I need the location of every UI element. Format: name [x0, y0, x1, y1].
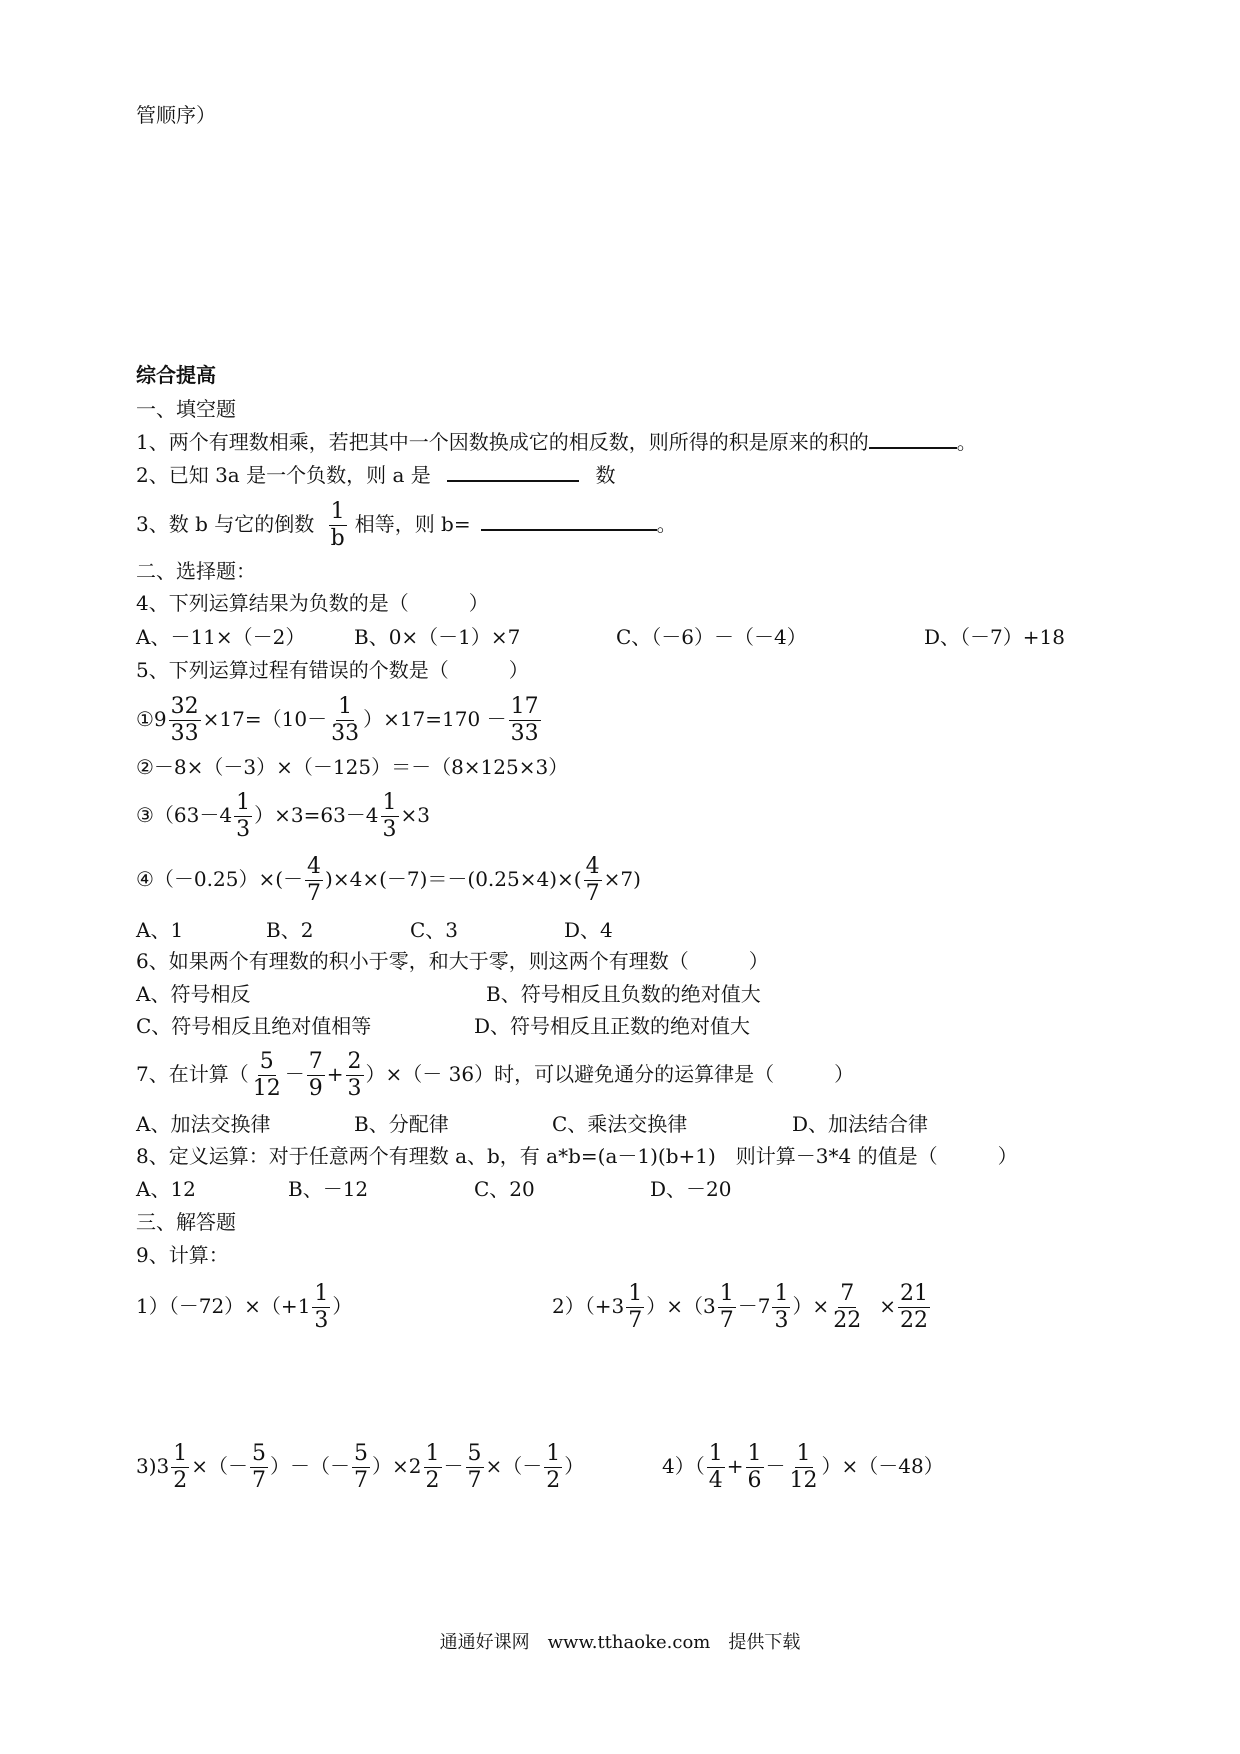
q5-item-4-frac-2 [584, 856, 602, 905]
fraction-denominator: 3 [236, 817, 251, 842]
section-title: 综合提高 [136, 363, 216, 387]
fraction-numerator: 1 [236, 790, 251, 815]
question-7-text-b: ）×（－ 36）时，可以避免通分的运算律是（ ） [365, 1062, 855, 1086]
question-1-end: 。 [956, 430, 977, 454]
question-7-frac-2 [307, 1051, 325, 1100]
fraction-denominator: 7 [628, 1308, 643, 1333]
fraction-numerator: 21 [899, 1281, 928, 1306]
fraction-denominator: 7 [307, 881, 322, 906]
calc-3-text-d: ）×2 [372, 1454, 422, 1478]
q5-item-2: ②－8×（－3）×（－125）＝－（8×125×3） [136, 755, 569, 779]
calc-3 [136, 1432, 584, 1500]
q6-option-b: B、符号相反且负数的绝对值大 [486, 982, 761, 1006]
fraction-denominator: 33 [331, 721, 360, 746]
fraction-denominator: 3 [382, 817, 397, 842]
fraction-numerator: 1 [796, 1441, 811, 1466]
fraction-numerator: 7 [840, 1281, 855, 1306]
fraction-denominator: 2 [173, 1468, 188, 1493]
fraction-numerator: 5 [467, 1441, 482, 1466]
fraction-numerator: 1 [747, 1441, 762, 1466]
fraction-denominator: 6 [747, 1468, 762, 1493]
question-7-plus: + [326, 1062, 344, 1086]
calc-2-text-c: －7 [737, 1294, 771, 1318]
question-7 [136, 1041, 854, 1107]
q5-option-d: D、4 [564, 918, 613, 942]
fraction-numerator: 5 [252, 1441, 267, 1466]
question-3-mid: 相等，则 b= [354, 512, 471, 536]
calc-3-text-e: － [443, 1454, 464, 1478]
question-3-pre: 3、数 b 与它的倒数 [136, 512, 315, 536]
part2-heading: 二、选择题： [136, 559, 256, 583]
q5-option-c: C、3 [410, 918, 459, 942]
q5-item-3-text-a: ③（63－4 [136, 803, 233, 827]
fraction-numerator: 1 [628, 1281, 643, 1306]
question-2-post: 数 [595, 463, 616, 487]
q5-item-1-text-a: ×17=（10－ [202, 707, 328, 731]
q6-option-d: D、符号相反且正数的绝对值大 [474, 1014, 751, 1038]
q4-option-d: D、（－7）+18 [924, 625, 1065, 649]
fraction-denominator: 12 [789, 1468, 818, 1493]
question-9: 9、计算： [136, 1243, 229, 1267]
calc-3-text-b: ×（－ [191, 1454, 249, 1478]
fraction-numerator: 5 [354, 1441, 369, 1466]
question-3-fraction [329, 501, 347, 550]
page-footer: 通通好课网 www.tthaoke.com 提供下载 [439, 1632, 801, 1653]
calc-4-frac-2 [746, 1443, 764, 1492]
fraction-denominator: 3 [314, 1308, 329, 1333]
q8-option-a: A、12 [136, 1177, 196, 1201]
fraction-denominator: 22 [833, 1308, 862, 1333]
calc-1-text-b: ） [332, 1294, 353, 1318]
fraction-numerator: 1 [314, 1281, 329, 1306]
q5-item-4-frac-1 [305, 856, 323, 905]
calc-4-frac-3 [788, 1443, 820, 1492]
fraction-denominator: 22 [899, 1308, 928, 1333]
answer-blank-3 [481, 511, 657, 531]
fraction-numerator: 17 [510, 694, 539, 719]
question-7-minus: － [284, 1062, 305, 1086]
fraction-numerator: 32 [170, 694, 199, 719]
fraction-denominator: 4 [708, 1468, 723, 1493]
q5-item-3-text-b: ）×3=63－4 [254, 803, 379, 827]
question-1-text: 1、两个有理数相乘，若把其中一个因数换成它的相反数，则所得的积是原来的积的 [136, 430, 869, 454]
calc-3-text-g: ） [564, 1454, 585, 1478]
top-fragment: 管顺序） [136, 103, 216, 127]
q7-option-b: B、分配律 [354, 1112, 449, 1136]
fraction-denominator: 2 [546, 1468, 561, 1493]
q5-item-3 [136, 782, 430, 848]
fraction-numerator: 4 [307, 854, 322, 879]
fraction-denominator: 33 [170, 721, 199, 746]
q5-item-1-lead: ①9 [136, 707, 167, 731]
question-7-text-a: 7、在计算（ [136, 1062, 249, 1086]
answer-blank-2 [447, 462, 579, 482]
fraction-denominator: 12 [252, 1076, 281, 1101]
q5-item-4-text-b: )×4×(－7)＝－(0.25×4)×( [325, 867, 582, 891]
q4-option-a: A、－11×（－2） [136, 625, 306, 649]
calc-3-frac-6 [544, 1443, 562, 1492]
fraction-numerator: 2 [347, 1049, 362, 1074]
fraction-numerator: 1 [546, 1441, 561, 1466]
fraction-numerator: 1 [774, 1281, 789, 1306]
q5-item-4 [136, 846, 641, 912]
fraction-numerator: 1 [425, 1441, 440, 1466]
q5-item-1 [136, 686, 543, 752]
calc-4-text-a: 4）（ [662, 1454, 705, 1478]
calc-3-text-f: ×（－ [485, 1454, 543, 1478]
calc-2-text-d: ）× [792, 1294, 830, 1318]
calc-3-text-a: 3)3 [136, 1454, 170, 1478]
fraction-denominator: 7 [585, 881, 600, 906]
question-8: 8、定义运算：对于任意两个有理数 a、b，有 a*b=(a－1)(b+1) 则计算－3*4 的值是（ ） [136, 1144, 1018, 1168]
fraction-denominator: 7 [719, 1308, 734, 1333]
calc-4-frac-1 [707, 1443, 725, 1492]
question-7-frac-1 [251, 1051, 283, 1100]
q5-option-b: B、2 [266, 918, 314, 942]
q8-option-b: B、－12 [288, 1177, 369, 1201]
calc-3-frac-1 [171, 1443, 189, 1492]
fraction-numerator: 7 [308, 1049, 323, 1074]
question-5: 5、下列运算过程有错误的个数是（ ） [136, 658, 529, 682]
q5-item-1-frac-1 [169, 696, 201, 745]
part1-heading: 一、填空题 [136, 397, 236, 421]
q5-item-1-text-b: ）×17=170 － [363, 707, 507, 731]
q5-option-a: A、1 [136, 918, 184, 942]
q5-item-4-text-a: ④（－0.25）×(－ [136, 867, 304, 891]
question-1 [136, 429, 977, 455]
question-6: 6、如果两个有理数的积小于零，和大于零，则这两个有理数（ ） [136, 949, 769, 973]
fraction-denominator: 9 [308, 1076, 323, 1101]
fraction-numerator: 1 [173, 1441, 188, 1466]
calc-2-text-e: × [879, 1294, 896, 1318]
calc-2-frac-1 [626, 1283, 644, 1332]
calc-1-text-a: 1）（－72）×（+1 [136, 1294, 311, 1318]
fraction-denominator: 33 [510, 721, 539, 746]
fraction-numerator: 1 [382, 790, 397, 815]
fraction-numerator: 1 [708, 1441, 723, 1466]
q4-option-b: B、0×（－1）×7 [354, 625, 521, 649]
q5-item-4-text-c: ×7) [603, 867, 641, 891]
fraction-denominator: b [330, 526, 345, 551]
q4-option-c: C、（－6）－（－4） [616, 625, 807, 649]
calc-2 [552, 1272, 932, 1340]
question-3 [136, 494, 677, 554]
question-7-frac-3 [346, 1051, 364, 1100]
question-2 [136, 462, 615, 488]
question-2-pre: 2、已知 3a 是一个负数，则 a 是 [136, 463, 431, 487]
q7-option-c: C、乘法交换律 [552, 1112, 688, 1136]
q5-item-3-frac-2 [381, 792, 399, 841]
calc-2-frac-5 [898, 1283, 930, 1332]
q6-option-a: A、符号相反 [136, 982, 251, 1006]
calc-2-frac-4 [831, 1283, 863, 1332]
q5-item-3-text-c: ×3 [400, 803, 431, 827]
calc-1-frac [312, 1283, 330, 1332]
fraction-numerator: 1 [719, 1281, 734, 1306]
calc-2-frac-3 [772, 1283, 790, 1332]
fraction-numerator: 5 [259, 1049, 274, 1074]
calc-3-frac-2 [250, 1443, 268, 1492]
question-3-end: 。 [656, 512, 677, 536]
calc-3-text-c: ）－（－ [270, 1454, 351, 1478]
fraction-denominator: 7 [467, 1468, 482, 1493]
calc-3-frac-5 [466, 1443, 484, 1492]
calc-4-minus: － [765, 1454, 786, 1478]
calc-1 [136, 1272, 352, 1340]
fraction-numerator: 1 [330, 499, 345, 524]
part3-heading: 三、解答题 [136, 1210, 236, 1234]
question-4: 4、下列运算结果为负数的是（ ） [136, 591, 489, 615]
q8-option-d: D、－20 [650, 1177, 732, 1201]
calc-4-text-b: ）×（－48） [821, 1454, 944, 1478]
q5-item-3-frac-1 [234, 792, 252, 841]
fraction-denominator: 7 [354, 1468, 369, 1493]
fraction-numerator: 1 [338, 694, 353, 719]
calc-4-plus: + [726, 1454, 744, 1478]
calc-2-frac-2 [718, 1283, 736, 1332]
calc-3-frac-4 [424, 1443, 442, 1492]
q8-option-c: C、20 [474, 1177, 535, 1201]
calc-2-text-b: ）×（3 [646, 1294, 716, 1318]
calc-3-frac-3 [352, 1443, 370, 1492]
q5-item-1-frac-3 [509, 696, 541, 745]
fraction-denominator: 7 [252, 1468, 267, 1493]
fraction-denominator: 2 [425, 1468, 440, 1493]
q5-item-1-frac-2 [329, 696, 361, 745]
calc-2-text-a: 2）（+3 [552, 1294, 625, 1318]
answer-blank-1 [869, 429, 957, 449]
fraction-denominator: 3 [347, 1076, 362, 1101]
q7-option-d: D、加法结合律 [792, 1112, 929, 1136]
fraction-numerator: 4 [585, 854, 600, 879]
q6-option-c: C、符号相反且绝对值相等 [136, 1014, 372, 1038]
calc-4 [662, 1432, 944, 1500]
q7-option-a: A、加法交换律 [136, 1112, 271, 1136]
fraction-denominator: 3 [774, 1308, 789, 1333]
